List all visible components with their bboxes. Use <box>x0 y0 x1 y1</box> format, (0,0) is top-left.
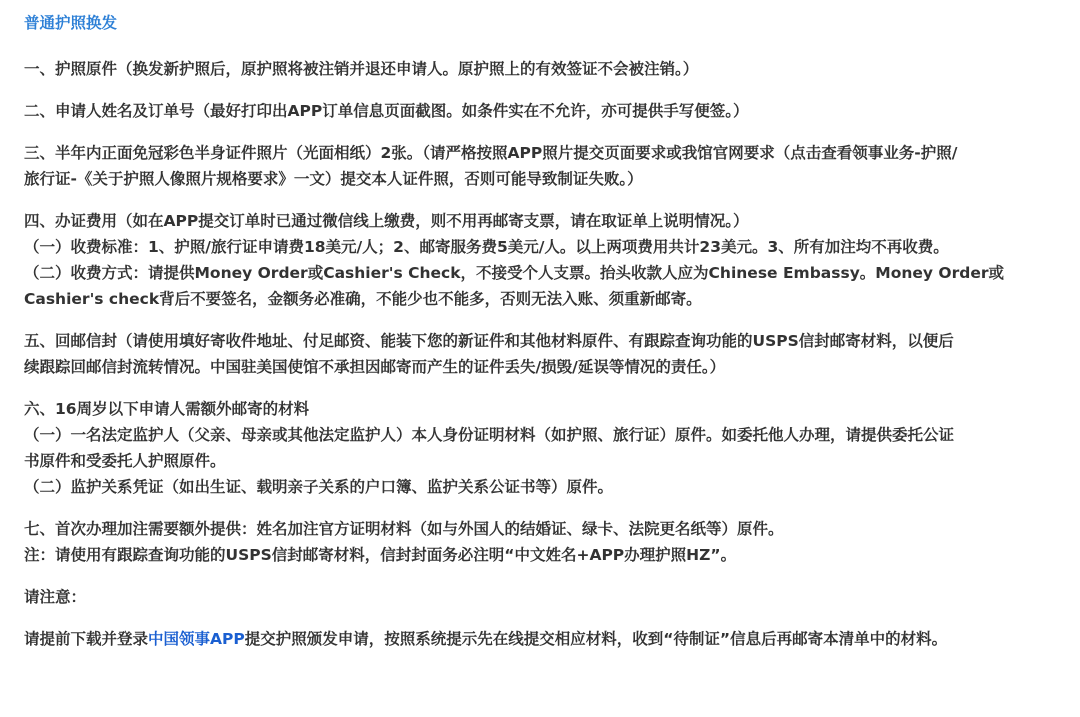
section-attention-heading <box>24 584 1052 610</box>
section-line: 一、护照原件（换发新护照后，原护照将被注销并退还申请人。原护照上的有效签证不会被注销。） <box>24 60 699 78</box>
section-line: 续跟踪回邮信封流转情况。中国驻美国使馆不承担因邮寄而产生的证件丢失/损毁/延误等情况的责任。） <box>24 358 726 376</box>
section-line: （二）监护关系凭证（如出生证、载明亲子关系的户口簿、监护关系公证书等）原件。 <box>24 478 614 496</box>
section-final-note <box>24 626 1052 652</box>
consular-app-link[interactable]: 中国领事APP <box>148 630 245 648</box>
final-note-after: 提交护照颁发申请，按照系统提示先在线提交相应材料，收到“待制证”信息后再邮寄本清单中的材料。 <box>244 630 948 648</box>
section-line: 书原件和受委托人护照原件。 <box>24 452 226 470</box>
section-line: 注：请使用有跟踪查询功能的USPS信封邮寄材料，信封封面务必注明“中文姓名+APP办理护照HZ”。 <box>24 546 737 564</box>
section-line: 三、半年内正面免冠彩色半身证件照片（光面相纸）2张。（请严格按照APP照片提交页面要求或我馆官网要求（点击查看领事业务-护照/ <box>24 144 958 162</box>
section-line: Cashier's check背后不要签名，金额务必准确，不能少也不能多，否则无法入账、须重新邮寄。 <box>24 290 702 308</box>
section-photos <box>24 140 1052 192</box>
final-note <box>24 626 1052 652</box>
section-line: 旅行证-《关于护照人像照片规格要求》一文）提交本人证件照，否则可能导致制证失败。） <box>24 170 643 188</box>
section-line: 七、首次办理加注需要额外提供：姓名加注官方证明材料（如与外国人的结婚证、绿卡、法院更名纸等）原件。 <box>24 520 784 538</box>
attention-heading: 请注意： <box>24 588 87 606</box>
section-minor-applicants <box>24 396 1052 500</box>
section-line: 六、16周岁以下申请人需额外邮寄的材料 <box>24 400 310 418</box>
section-fees <box>24 208 1052 312</box>
section-line: （二）收费方式：请提供Money Order或Cashier's Check，不接受个人支票。抬头收款人应为Chinese Embassy。Money Order或 <box>24 264 1004 282</box>
section-line: 五、回邮信封（请使用填好寄收件地址、付足邮资、能装下您的新证件和其他材料原件、有跟踪查询功能的USPS信封邮寄材料，以便后 <box>24 332 954 350</box>
section-line: （一）收费标准：1、护照/旅行证申请费18美元/人；2、邮寄服务费5美元/人。以上两项费用共计23美元。3、所有加注均不再收费。 <box>24 238 949 256</box>
final-note-before: 请提前下载并登录 <box>24 630 149 648</box>
page-title: 普通护照换发 <box>24 14 118 32</box>
section-line: 二、申请人姓名及订单号（最好打印出APP订单信息页面截图。如条件实在不允许，亦可提供手写便签。） <box>24 102 749 120</box>
section-endorsement <box>24 516 1052 568</box>
section-name-order <box>24 98 1052 124</box>
section-return-envelope <box>24 328 1052 380</box>
section-original-passport <box>24 56 1052 82</box>
section-line: （一）一名法定监护人（父亲、母亲或其他法定监护人）本人身份证明材料（如护照、旅行证）原件。如委托他人办理，请提供委托公证 <box>24 426 955 444</box>
section-line: 四、办证费用（如在APP提交订单时已通过微信线上缴费，则不用再邮寄支票，请在取证单上说明情况。） <box>24 212 749 230</box>
